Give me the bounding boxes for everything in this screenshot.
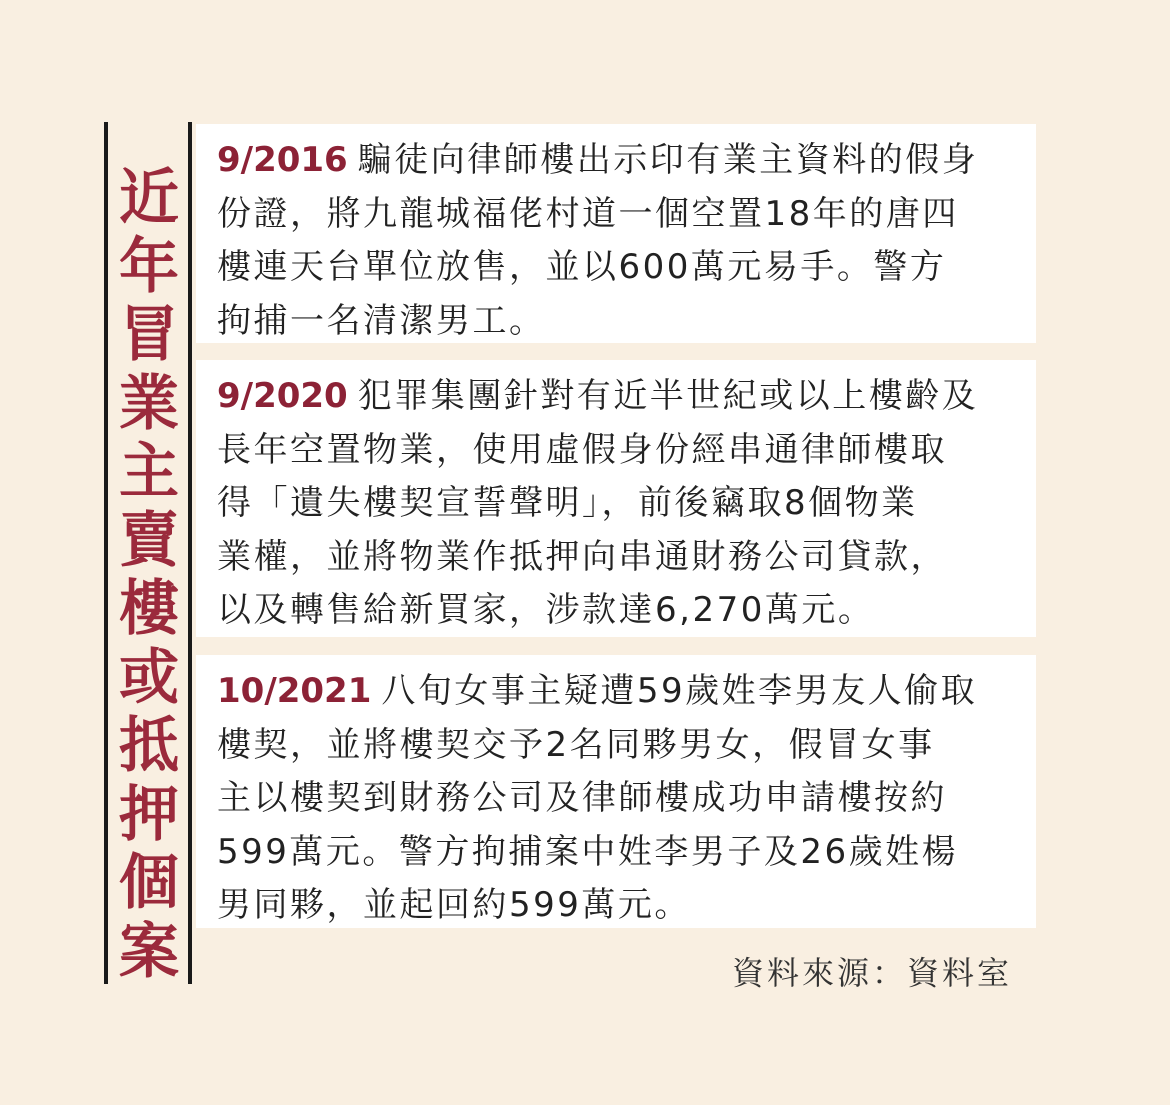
title-char: 近 <box>119 163 179 233</box>
case-card-2021 <box>196 655 1036 928</box>
title-char: 主 <box>119 437 179 507</box>
title-char: 個 <box>119 848 179 918</box>
case-line: 長年空置物業，使用虛假身份經串通律師樓取 <box>217 429 947 470</box>
case-line: 主以樓契到財務公司及律師樓成功申請樓按約 <box>217 778 947 818</box>
case-line: 以及轉售給新買家，涉款達6,270萬元。 <box>217 590 875 630</box>
case-date: 9/2020 <box>217 376 348 416</box>
left-vertical-rule <box>104 122 108 984</box>
title-char: 冒 <box>119 300 179 370</box>
case-date: 10/2021 <box>217 671 372 711</box>
case-line: 業權，並將物業作抵押向串通財務公司貸款， <box>217 536 947 577</box>
right-vertical-rule <box>188 122 192 984</box>
case-card-2020 <box>196 360 1036 637</box>
case-line: 男同夥，並起回約599萬元。 <box>217 885 691 925</box>
case-line: 樓連天台單位放售，並以600萬元易手。警方 <box>217 247 947 287</box>
title-char: 賣 <box>119 505 179 576</box>
case-line <box>217 665 1010 719</box>
case-line <box>217 134 1010 188</box>
case-line <box>217 370 1010 424</box>
title-char: 樓 <box>119 574 179 644</box>
case-text: 八旬女事主疑遭59歲姓李男友人偷取 <box>381 671 978 711</box>
case-date: 9/2016 <box>217 140 348 180</box>
case-line: 樓契，並將樓契交予2名同夥男女，假冒女事 <box>217 724 935 765</box>
case-line: 599萬元。警方拘捕案中姓李男子及26歲姓楊 <box>217 831 959 872</box>
case-line: 份證，將九龍城福佬村道一個空置18年的唐四 <box>217 193 959 234</box>
case-card-2016 <box>196 124 1036 343</box>
title-char: 或 <box>119 642 179 713</box>
title-char: 押 <box>119 779 179 850</box>
vertical-title <box>114 164 184 986</box>
title-char: 抵 <box>119 711 179 781</box>
title-char: 年 <box>119 231 179 302</box>
case-text: 犯罪集團針對有近半世紀或以上樓齡及 <box>357 376 979 416</box>
case-line: 拘捕一名清潔男工。 <box>217 300 546 341</box>
title-char: 案 <box>119 916 179 987</box>
source-credit: 資料來源：資料室 <box>731 954 1012 992</box>
case-text: 騙徒向律師樓出示印有業主資料的假身 <box>357 140 979 180</box>
case-line: 得「遺失樓契宣誓聲明」，前後竊取8個物業 <box>217 483 918 523</box>
title-char: 業 <box>119 368 179 439</box>
